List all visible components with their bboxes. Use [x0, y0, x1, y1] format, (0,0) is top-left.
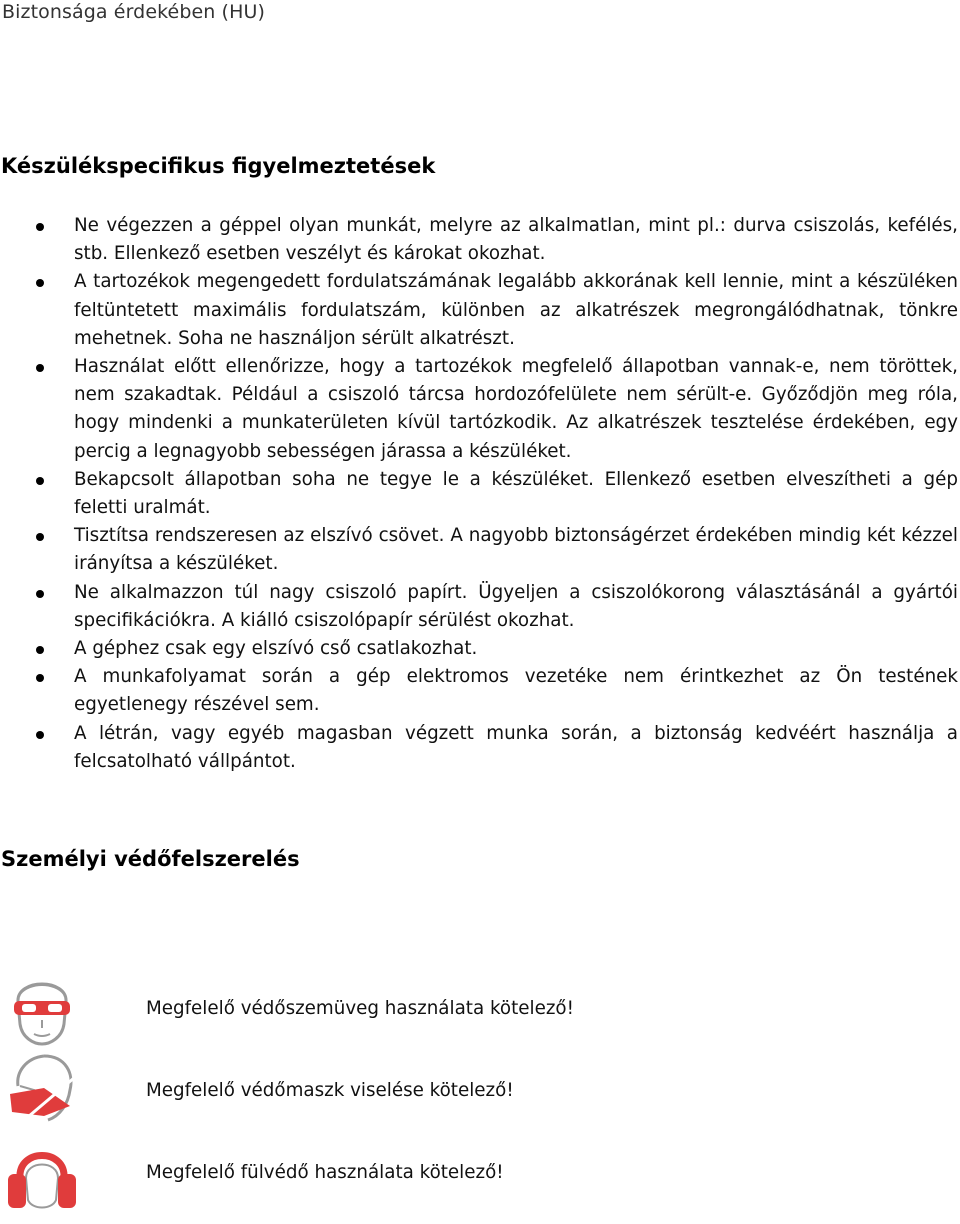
ear-protection-icon — [4, 1138, 80, 1218]
ppe-item-goggles — [0, 968, 960, 1048]
section-heading-device-warnings: Készülékspecifikus figyelmeztetések — [1, 154, 436, 178]
ppe-mask-text: Megfelelő védőmaszk viselése kötelező! — [146, 1080, 514, 1101]
ppe-goggles-text: Megfelelő védőszemüveg használata kötelező! — [146, 998, 574, 1019]
list-item: Tisztítsa rendszeresen az elszívó csövet. A nagyobb biztonságérzet érdekében mindig két kézzel irányítsa a készüléket. — [74, 522, 958, 578]
list-item: A tartozékok megengedett fordulatszámának legalább akkorának kell lennie, mint a készüléken feltüntetett maximális fordulatszám, különben az alkatrészek megrongálódhatnak, tönkre mehetnek. Soha ne használjon sérült alkatrészt. — [74, 268, 958, 353]
list-item: A géphez csak egy elszívó cső csatlakozhat. — [74, 635, 958, 663]
device-warnings-list — [74, 212, 958, 776]
list-item: Ne alkalmazzon túl nagy csiszoló papírt. Ügyeljen a csiszolókorong választásánál a gyártói specifikációkra. A kiálló csiszolópapír sérülést okozhat. — [74, 579, 958, 635]
section-heading-ppe: Személyi védőfelszerelés — [1, 847, 300, 871]
list-item: Ne végezzen a géppel olyan munkát, melyre az alkalmatlan, mint pl.: durva csiszolás, kefélés, stb. Ellenkező esetben veszélyt és károkat okozhat. — [74, 212, 958, 268]
page-header-title: Biztonsága érdekében (HU) — [2, 1, 265, 23]
ppe-item-ear-protection — [0, 1138, 960, 1218]
list-item: A munkafolyamat során a gép elektromos vezetéke nem érintkezhet az Ön testének egyetlenegy részével sem. — [74, 663, 958, 719]
safety-goggles-icon — [4, 968, 80, 1048]
ppe-ear-protection-text: Megfelelő fülvédő használata kötelező! — [146, 1162, 504, 1183]
list-item: Használat előtt ellenőrizze, hogy a tartozékok megfelelő állapotban vannak-e, nem töröttek, nem szakadtak. Például a csiszoló tárcsa hordozófelülete nem sérült-e. Győződjön meg róla, hogy mindenki a munkaterületen kívül tartózkodik. Az alkatrészek tesztelése érdekében, egy percig a legnagyobb sebességen járassa a készüléket. — [74, 353, 958, 466]
dust-mask-icon — [4, 1050, 80, 1130]
list-item: A létrán, vagy egyéb magasban végzett munka során, a biztonság kedvéért használja a felcsatolható vállpántot. — [74, 720, 958, 776]
ppe-item-mask — [0, 1050, 960, 1130]
list-item: Bekapcsolt állapotban soha ne tegye le a készüléket. Ellenkező esetben elveszítheti a gép feletti uralmát. — [74, 466, 958, 522]
